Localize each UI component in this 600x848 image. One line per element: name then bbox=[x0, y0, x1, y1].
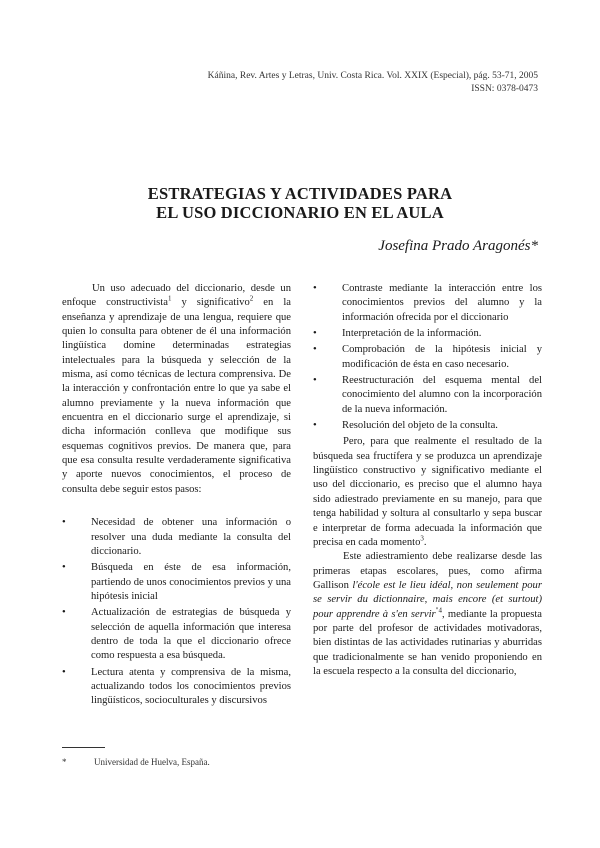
list-item: • Resolución del objeto de la consulta. bbox=[313, 419, 542, 433]
bullet-icon: • bbox=[313, 420, 317, 432]
intro-paragraph: Un uso adecuado del diccionario, desde un enfoque constructivista$^1$ y significativo$^2$ en la enseñanza y aprendizaje de una lengua, requiere que quien lo consulta para obtener de él una información lingüística domine determinadas estrategias intelectuales para la búsqueda y selección de la misma, así como técnicas de lectura comprensiva. De la interacción y confrontación entre lo que ya sabe el alumno previamente y la nueva información que encuentra en el diccionario surge el aprendizaje, si dicha información conlleva que modifique sus esquemas cognitivos previos. De manera que, para que esa consulta resulte verdaderamente significativa y aporte nuevos conocimientos, el proceso de consulta debe seguir estos pasos: bbox=[62, 283, 291, 495]
process-steps-list bbox=[62, 516, 291, 708]
list-item: • Interpretación de la información. bbox=[313, 327, 542, 341]
list-item: • Contraste mediante la interacción entre los conocimientos previos del alumno y la información ofrecida por el diccionario bbox=[313, 283, 542, 323]
bullet-icon: • bbox=[62, 666, 66, 678]
bullet-icon: • bbox=[313, 344, 317, 356]
body-paragraph: Pero, para que realmente el resultado de la búsqueda sea fructífera y se produzca un aprendizaje lingüístico constructivo y significativo mediante el uso del diccionario, es preciso que el alumno haya sido adiestrado previamente en su manejo, para que tenga habilidad y soltura al consultarlo y sepa buscar e interpretar de forma adecuada la información que precisa en cada momento$^3$. bbox=[313, 436, 542, 548]
footnote-ref-2: 2 bbox=[249, 294, 254, 303]
article-title bbox=[0, 184, 600, 222]
right-column bbox=[313, 282, 542, 679]
bullet-icon: • bbox=[62, 607, 66, 619]
journal-header bbox=[208, 70, 538, 96]
title-line-2: EL USO DICCIONARIO EN EL AULA bbox=[156, 203, 444, 222]
bullet-icon: • bbox=[62, 562, 66, 574]
list-item: • Reestructuración del esquema mental del conocimiento del alumno con la incorporación de la nueva información. bbox=[313, 375, 542, 415]
issn: ISSN: 0378-0473 bbox=[471, 84, 538, 94]
bullet-icon: • bbox=[62, 517, 66, 529]
process-steps-list-continued bbox=[313, 282, 542, 433]
body-paragraph: Este adiestramiento debe realizarse desde las primeras etapas escolares, pues, como afirma Gallison l'école est le lieu idéal, non seulement pour se servir du dictionnaire, mais encore (et surtout) pour apprendre à s'en servir$^{"4}$, mediante la propuesta por parte del profesor de actividades motivadoras, bien distintas de las actividades rutinarias y aburridas que tradicionalmente se han venido proponiendo en la escuela respecto a la consulta del diccionario, bbox=[313, 551, 542, 677]
bullet-icon: • bbox=[313, 375, 317, 387]
footnote-ref-1: 1 bbox=[167, 294, 172, 303]
list-item: • Lectura atenta y comprensiva de la misma, actualizando todos los conocimientos previos lingüísticos, socioculturales y discursivos bbox=[62, 666, 291, 707]
footnote-ref-3: 3 bbox=[420, 534, 424, 543]
list-item: • Búsqueda en éste de esa información, partiendo de unos conocimientos previos y una hipótesis inicial bbox=[62, 562, 291, 602]
bullet-icon: • bbox=[313, 283, 317, 294]
footnote-mark: * bbox=[62, 757, 67, 767]
bullet-icon: • bbox=[313, 328, 317, 340]
french-quote: l'école est le lieu idéal, non seulement pour se servir du dictionnaire, mais encore (et surtout) pour apprendre à s'en servir bbox=[313, 579, 542, 620]
author-name: Josefina Prado Aragonés* bbox=[378, 238, 538, 254]
title-line-1: ESTRATEGIAS Y ACTIVIDADES PARA bbox=[147, 184, 453, 203]
footnote-divider bbox=[62, 747, 105, 748]
footnote-text: Universidad de Huelva, España. bbox=[94, 757, 210, 767]
list-item: • Comprobación de la hipótesis inicial y modificación de ésta en caso necesario. bbox=[313, 344, 542, 370]
journal-citation: Káñina, Rev. Artes y Letras, Univ. Costa Rica. Vol. XXIX (Especial), pág. 53-71, 2005 bbox=[207, 71, 538, 81]
left-column bbox=[62, 282, 291, 711]
list-item: • Actualización de estrategias de búsqueda y selección de aquella información que interesa dentro de toda la que el diccionario ofrece como respuesta a esa búsqueda. bbox=[62, 607, 291, 662]
footnote bbox=[62, 757, 210, 767]
footnote-ref-4: "4 bbox=[435, 606, 443, 615]
list-item: • Necesidad de obtener una información o resolver una duda mediante la consulta del diccionario. bbox=[62, 517, 291, 557]
